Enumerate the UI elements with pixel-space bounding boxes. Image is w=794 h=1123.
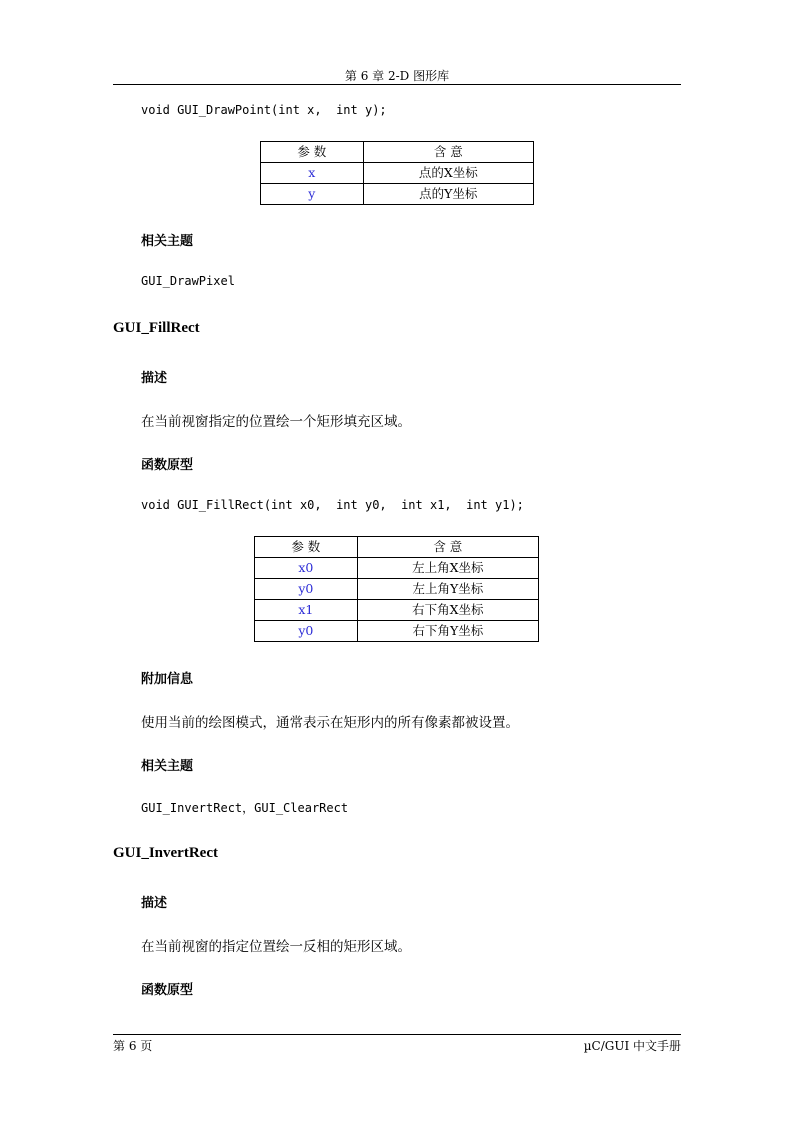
drawpoint-related-text: GUI_DrawPixel xyxy=(141,274,235,288)
fillrect-desc-heading: 描述 xyxy=(141,371,168,386)
drawpoint-related-heading: 相关主题 xyxy=(141,234,194,249)
footer-rule xyxy=(113,1034,681,1035)
param-name: y0 xyxy=(255,621,358,642)
header-rule xyxy=(113,84,681,85)
footer-page-number: 第 6 页 xyxy=(113,1039,153,1053)
footer-manual-title: µC/GUI 中文手册 xyxy=(583,1039,681,1053)
param-meaning: 右下角Y坐标 xyxy=(357,621,538,642)
param-meaning: 左上角X坐标 xyxy=(357,558,538,579)
col-meaning-header: 含 意 xyxy=(357,537,538,558)
fillrect-param-table xyxy=(254,536,539,642)
table-header-row xyxy=(255,537,539,558)
param-name: x0 xyxy=(255,558,358,579)
param-meaning: 点的X坐标 xyxy=(363,163,533,184)
invertrect-title: GUI_InvertRect xyxy=(113,845,218,861)
col-param-header: 参 数 xyxy=(255,537,358,558)
invertrect-desc-heading: 描述 xyxy=(141,896,168,911)
page-header-title: 第 6 章 2-D 图形库 xyxy=(344,69,450,83)
param-name: y xyxy=(261,184,364,205)
invertrect-proto-heading: 函数原型 xyxy=(141,983,194,998)
fillrect-desc-text: 在当前视窗指定的位置绘一个矩形填充区域。 xyxy=(141,414,411,430)
param-name: x xyxy=(261,163,364,184)
drawpoint-param-table xyxy=(260,141,534,205)
table-row xyxy=(255,579,539,600)
param-meaning: 左上角Y坐标 xyxy=(357,579,538,600)
param-meaning: 右下角X坐标 xyxy=(357,600,538,621)
table-header-row xyxy=(261,142,534,163)
fillrect-related-text: GUI_InvertRect，GUI_ClearRect xyxy=(141,801,349,815)
table-row xyxy=(261,163,534,184)
table-row xyxy=(261,184,534,205)
fillrect-extra-heading: 附加信息 xyxy=(141,672,194,687)
param-name: y0 xyxy=(255,579,358,600)
table-row xyxy=(255,600,539,621)
fillrect-title: GUI_FillRect xyxy=(113,320,200,336)
col-param-header: 参 数 xyxy=(261,142,364,163)
param-meaning: 点的Y坐标 xyxy=(363,184,533,205)
col-meaning-header: 含 意 xyxy=(363,142,533,163)
fillrect-extra-text: 使用当前的绘图模式，通常表示在矩形内的所有像素都被设置。 xyxy=(141,715,519,731)
fillrect-related-heading: 相关主题 xyxy=(141,759,194,774)
table-row xyxy=(255,621,539,642)
invertrect-desc-text: 在当前视窗的指定位置绘一反相的矩形区域。 xyxy=(141,939,411,955)
fillrect-prototype: void GUI_FillRect(int x0, int y0, int x1, int y1); xyxy=(141,498,524,512)
drawpoint-prototype: void GUI_DrawPoint(int x, int y); xyxy=(141,103,387,117)
fillrect-proto-heading: 函数原型 xyxy=(141,458,194,473)
param-name: x1 xyxy=(255,600,358,621)
table-row xyxy=(255,558,539,579)
